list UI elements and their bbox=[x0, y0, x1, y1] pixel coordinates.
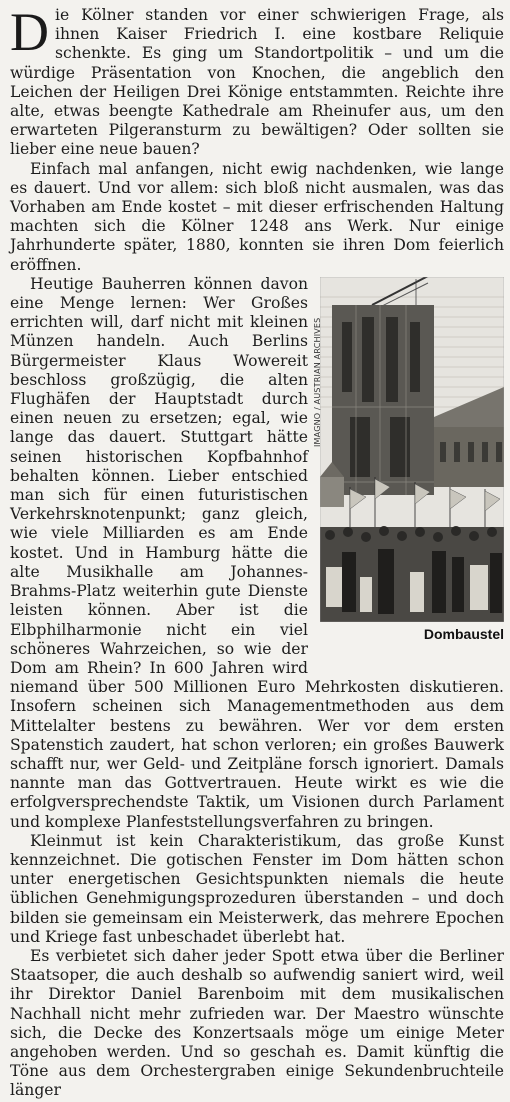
paragraph-3 bbox=[10, 275, 504, 832]
paragraph-2: Einfach mal anfangen, nicht ewig nachdenken, wie lange es dauert. Und vor allem: sich bloß nicht ausmalen, was das Vorhaben am Ende kostet – mit dieser erfrischenden Haltung machten sich die Kölner 1248 ans Werk. Nur einige Jahrhunderte später, 1880, konnten sie ihren Dom feierlich eröffnen. bbox=[10, 159, 504, 274]
paragraph-3-text: Heutige Bauherren können davon eine Menge lernen: Wer Großes errichten will, darf nicht mit kleinen Münzen handeln. Auch Berlins Bürgermeister Klaus Wowereit beschloss großzügig, die alten Flughäfen der Hauptstadt durch einen neuen zu ersetzen; egal, wie lange das dauert. Stuttgart hätte seinen historischen Kopfbahnhof behalten können. Lieber entschied man sich für einen futuristischen Verkehrsknotenpunkt; ganz gleich, wie viele Milliarden es am Ende kostet. Und in Hamburg hätte die alte Musikhalle am Johannes-Brahms-Platz weiterhin gute Dienste leisten können. Aber ist die Elbphilharmonie nicht ein viel schöneres Wahrzeichen, so wie der Dom am Rhein? In 600 Jahren wird niemand über 500 Millionen Euro Mehrkosten diskutieren. Insofern scheinen sich Managementmethoden aus dem Mittelalter bestens zu bewähren. Wer vor dem ersten Spatenstich zaudert, hat schon verloren; ein großes Bauwerk schafft nur, wer Geld- und Zeitpläne forsch ignoriert. Damals nannte man das Gottvertrauen. Heute wirkt es wie die erfolgversprechendste Taktik, um Visionen durch Parlament und komplexe Planfeststellungsverfahren zu bringen. bbox=[10, 274, 504, 831]
drop-cap: D bbox=[10, 2, 49, 62]
cathedral-construction-illustration bbox=[320, 277, 504, 622]
paragraph-5: Es verbietet sich daher jeder Spott etwa über die Berliner Staatsoper, die auch deshalb so aufwendig saniert wird, weil ihr Direktor Daniel Barenboim mit dem musikalischen Nachhall nicht mehr zufrieden war. Der Maestro wünschte sich, die Decke des Konzertsaals möge um einige Meter angehoben werden. Und so geschah es. Damit künftig die Töne aus dem Orchestergraben einige Sekundenbruchteile länger bbox=[10, 946, 504, 1100]
paragraph-1 bbox=[10, 2, 504, 160]
photo-credit: IMAGNO / AUSTRIAN ARCHIVES bbox=[313, 317, 322, 447]
paragraph-4: Kleinmut ist kein Charakteristikum, das große Kunst kennzeichnet. Die gotischen Fenster im Dom hätten schon unter energetischen Gesichtspunkten niemals die heute üblichen Genehmigungsprozeduren überstanden – und doch bilden sie gemeinsam ein Meisterwerk, das mehrere Epochen und Kriege fast unbeschadet überlebt hat. bbox=[10, 831, 504, 946]
cathedral-figure bbox=[314, 277, 504, 662]
paragraph-1-text: ie Kölner standen vor einer schwierigen Frage, als ihnen Kaiser Friedrich I. eine kostbare Reliquie schenkte. Es ging um Standortpolitik – und um die würdige Präsentation von Knochen, die angeblich den Leichen der Heiligen Drei Könige entstammten. Reichte ihre alte, etwas beengte Kathedrale am Rheinufer aus, um den erwarteten Pilgeransturm zu bewältigen? Oder sollten sie lieber eine neue bauen? bbox=[10, 6, 504, 159]
image-caption: Dombaustel bbox=[423, 625, 504, 642]
article-body bbox=[10, 2, 504, 1101]
